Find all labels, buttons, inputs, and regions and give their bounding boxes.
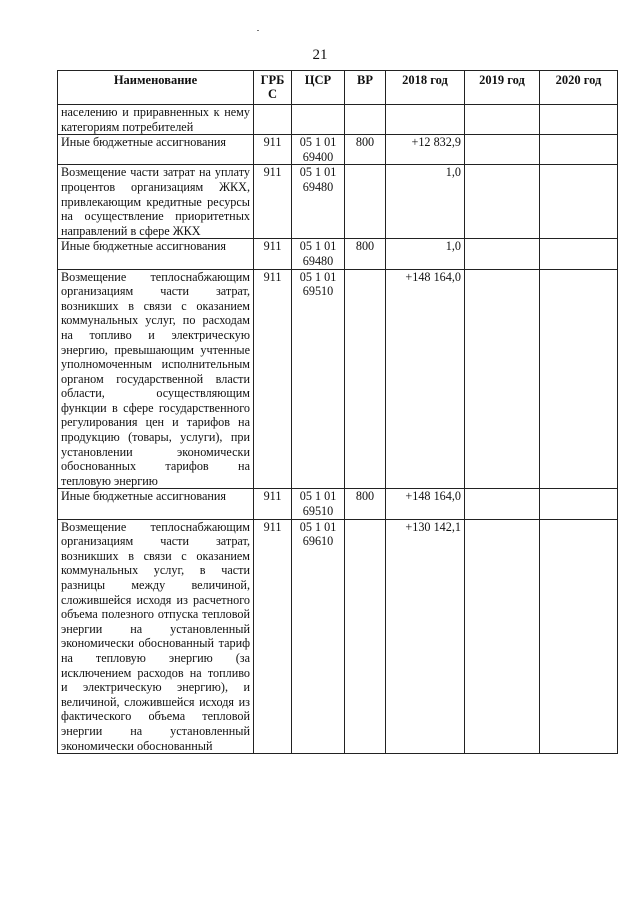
row-2018: +148 164,0 xyxy=(386,489,465,519)
row-2018: +130 142,1 xyxy=(386,519,465,754)
row-2020 xyxy=(540,165,618,239)
table-row xyxy=(58,519,618,754)
row-grbs: 911 xyxy=(254,269,292,489)
row-vr: 800 xyxy=(345,489,386,519)
row-2019 xyxy=(465,239,540,269)
row-vr xyxy=(345,519,386,754)
col-header-name: Наименование xyxy=(58,71,254,105)
row-2018: 1,0 xyxy=(386,165,465,239)
row-vr xyxy=(345,269,386,489)
row-2018 xyxy=(386,105,465,135)
col-header-csr: ЦСР xyxy=(292,71,345,105)
row-vr: 800 xyxy=(345,239,386,269)
row-grbs: 911 xyxy=(254,519,292,754)
row-name: Иные бюджетные ассигнования xyxy=(58,489,254,519)
row-2020 xyxy=(540,519,618,754)
row-vr xyxy=(345,165,386,239)
table-row xyxy=(58,105,618,135)
page-number: 21 xyxy=(312,47,328,63)
row-vr: 800 xyxy=(345,135,386,165)
row-grbs: 911 xyxy=(254,239,292,269)
row-2019 xyxy=(465,269,540,489)
col-header-2018: 2018 год xyxy=(386,71,465,105)
row-2020 xyxy=(540,489,618,519)
row-2020 xyxy=(540,105,618,135)
row-2019 xyxy=(465,105,540,135)
row-2019 xyxy=(465,519,540,754)
col-header-grbs: ГРБ С xyxy=(254,71,292,105)
row-2020 xyxy=(540,239,618,269)
row-2020 xyxy=(540,269,618,489)
row-grbs xyxy=(254,105,292,135)
row-2019 xyxy=(465,135,540,165)
budget-table xyxy=(57,70,618,754)
header-row xyxy=(58,71,618,105)
row-name: Возмещение теплоснабжающим организациям части затрат, возникших в связи с оказанием коммунальных услуг, в части разницы между величиной, сложившейся исходя из расчетного объема полезного отпуска тепловой энергии на установленный экономически обоснованный тариф на тепловую энергию (за исключением расходов на топливо и электрическую энергию), и величиной, сложившейся исходя из фактического объема тепловой энергии на установленный экономически обоснованный xyxy=(58,519,254,754)
col-header-2019: 2019 год xyxy=(465,71,540,105)
row-2018: +148 164,0 xyxy=(386,269,465,489)
row-csr: 05 1 01 69480 xyxy=(292,239,345,269)
row-csr: 05 1 01 69610 xyxy=(292,519,345,754)
row-2020 xyxy=(540,135,618,165)
table-row xyxy=(58,135,618,165)
row-2018: 1,0 xyxy=(386,239,465,269)
row-grbs: 911 xyxy=(254,489,292,519)
row-name: Иные бюджетные ассигнования xyxy=(58,135,254,165)
col-header-2020: 2020 год xyxy=(540,71,618,105)
row-vr xyxy=(345,105,386,135)
row-grbs: 911 xyxy=(254,165,292,239)
row-2019 xyxy=(465,165,540,239)
table-row xyxy=(58,269,618,489)
row-csr: 05 1 01 69510 xyxy=(292,269,345,489)
row-name: населению и приравненных к нему категориям потребителей xyxy=(58,105,254,135)
row-csr: 05 1 01 69510 xyxy=(292,489,345,519)
row-name: Возмещение части затрат на уплату процентов организациям ЖКХ, привлекающим кредитные ресурсы на осуществление приоритетных направлений в сфере ЖКХ xyxy=(58,165,254,239)
row-name: Иные бюджетные ассигнования xyxy=(58,239,254,269)
table-row xyxy=(58,489,618,519)
row-2019 xyxy=(465,489,540,519)
scan-speck xyxy=(257,30,259,31)
row-csr: 05 1 01 69400 xyxy=(292,135,345,165)
col-header-vr: ВР xyxy=(345,71,386,105)
row-grbs: 911 xyxy=(254,135,292,165)
row-name: Возмещение теплоснабжающим организациям части затрат, возникших в связи с оказанием коммунальных услуг, по расходам на топливо и электрическую энергию, превышающим учтенные уполномоченным исполнительным органом государственной власти области, осуществляющим функции в сфере государственного регулирования цен и тарифов на продукцию (товары, услуги), при установлении экономически обоснованных тарифов на тепловую энергию xyxy=(58,269,254,489)
table-row xyxy=(58,239,618,269)
row-2018: +12 832,9 xyxy=(386,135,465,165)
table-row xyxy=(58,165,618,239)
row-csr: 05 1 01 69480 xyxy=(292,165,345,239)
row-csr xyxy=(292,105,345,135)
